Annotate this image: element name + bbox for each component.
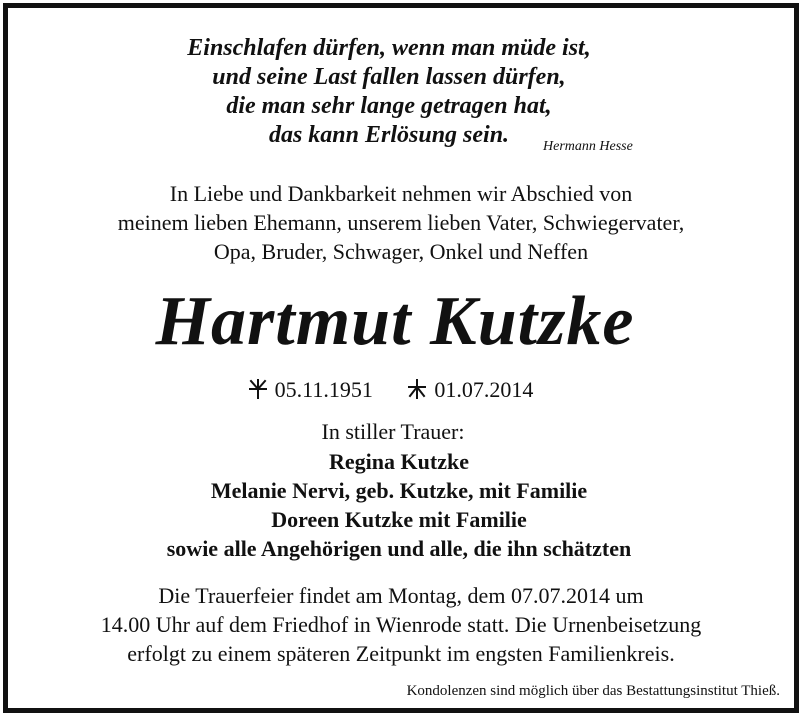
poem-line: und seine Last fallen lassen dürfen, xyxy=(212,64,566,90)
mourner-name: sowie alle Angehörigen und alle, die ihn schätzten xyxy=(166,536,632,561)
condolence-note: Kondolenzen sind möglich über das Bestattungsinstitut Thieß. xyxy=(406,683,780,699)
death-cross-icon xyxy=(408,379,426,399)
obituary-frame xyxy=(3,3,799,713)
farewell-line: In Liebe und Dankbarkeit nehmen wir Abschied von xyxy=(169,181,633,206)
poem-line: das kann Erlösung sein. xyxy=(268,122,510,148)
farewell-line: Opa, Bruder, Schwager, Onkel und Neffen xyxy=(213,239,589,264)
birth-date-group xyxy=(249,376,373,404)
mourners-list xyxy=(6,447,792,563)
service-line: 14.00 Uhr auf dem Friedhof in Wienrode statt. Die Urnenbeisetzung xyxy=(100,612,702,637)
birth-star-icon xyxy=(249,379,267,399)
obituary-content xyxy=(8,8,794,708)
mourner-name: Regina Kutzke xyxy=(329,449,469,474)
birth-date: 05.11.1951 xyxy=(274,377,373,402)
poem-line: die man sehr lange getragen hat, xyxy=(226,93,552,119)
funeral-service-info xyxy=(8,581,794,668)
mourner-name: Doreen Kutzke mit Familie xyxy=(271,507,527,532)
service-line: erfolgt zu einem späteren Zeitpunkt im engsten Familienkreis. xyxy=(127,641,675,666)
service-line: Die Trauerfeier findet am Montag, dem 07.07.2014 um xyxy=(158,583,644,608)
farewell-line: meinem lieben Ehemann, unserem lieben Vater, Schwiegervater, xyxy=(117,210,685,235)
farewell-text xyxy=(8,179,794,266)
poem-line: Einschlafen dürfen, wenn man müde ist, xyxy=(187,35,591,61)
deceased-name: Hartmut Kutzke xyxy=(155,283,635,360)
death-date: 01.07.2014 xyxy=(434,377,534,402)
life-dates xyxy=(0,376,784,404)
poem-author: Hermann Hesse xyxy=(543,139,633,154)
mourning-heading: In stiller Trauer: xyxy=(321,419,465,444)
mourner-name: Melanie Nervi, geb. Kutzke, mit Familie xyxy=(210,478,588,503)
poem-quote xyxy=(8,34,794,150)
death-date-group xyxy=(408,376,533,404)
